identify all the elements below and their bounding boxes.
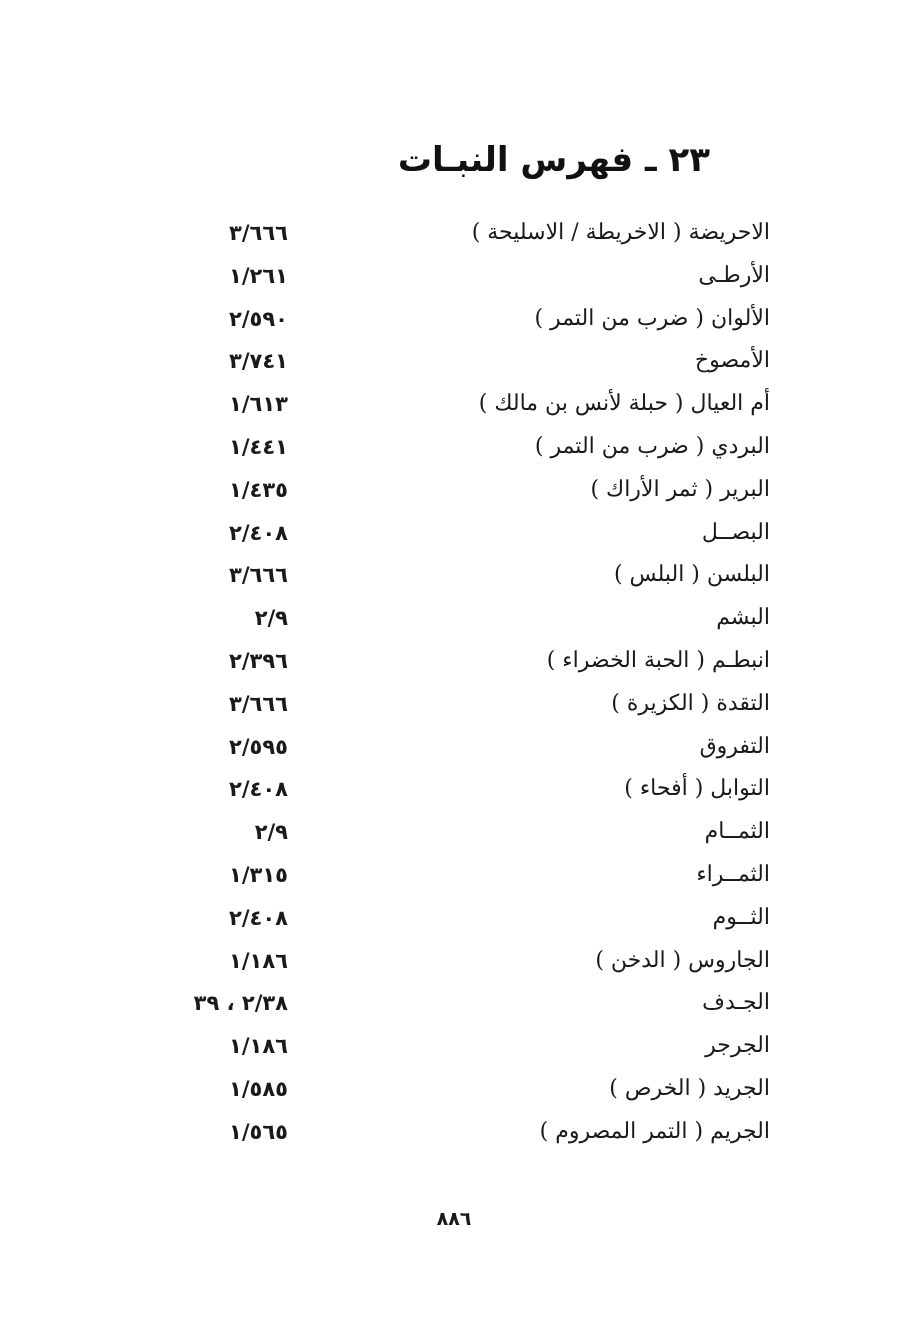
entry-ref: ٢/٥٩٠ [229, 306, 288, 331]
entry-term: التفروق [699, 733, 770, 759]
page-number: ٨٨٦ [436, 1208, 472, 1230]
entry-term: الجريم ( التمر المصروم ) [539, 1118, 770, 1144]
index-entry [120, 811, 770, 854]
entry-ref: ٣/٧٤١ [229, 349, 288, 374]
index-entry [120, 726, 770, 769]
entry-ref: ١/٤٤١ [229, 434, 288, 459]
entry-term: التوابل ( أفحاء ) [624, 776, 770, 802]
index-entry [120, 640, 770, 683]
plant-index-list [120, 212, 770, 1154]
entry-ref: ١/١٨٦ [229, 1034, 288, 1059]
index-entry [120, 982, 770, 1025]
entry-ref: ٣/٦٦٦ [229, 563, 288, 588]
entry-term: التقدة ( الكزيرة ) [611, 690, 770, 716]
index-entry [120, 255, 770, 298]
index-entry [120, 298, 770, 341]
entry-term: الثمــراء [696, 861, 770, 887]
index-entry [120, 1068, 770, 1111]
index-entry [120, 683, 770, 726]
entry-ref: ٢/٤٠٨ [229, 777, 288, 802]
index-entry [120, 426, 770, 469]
entry-term: الجريد ( الخرص ) [609, 1075, 770, 1101]
entry-ref: ٢/٣٨ ، ٣٩ [193, 991, 288, 1016]
entry-ref: ٢/٤٠٨ [229, 520, 288, 545]
entry-term: الألوان ( ضرب من التمر ) [534, 305, 770, 331]
index-entry [120, 897, 770, 940]
entry-term: البصــل [701, 519, 770, 545]
page-title: ٢٣ ـ فهرس النبـات [397, 140, 710, 180]
entry-ref: ١/٦١٣ [229, 392, 288, 417]
entry-term: البشم [716, 605, 770, 631]
entry-term: الأمصوخ [694, 348, 770, 374]
index-entry [120, 940, 770, 983]
entry-ref: ١/٤٣٥ [229, 477, 288, 502]
index-entry [120, 512, 770, 555]
entry-term: الاحريضة ( الاخريطة / الاسليحة ) [471, 220, 770, 245]
entry-term: البرير ( ثمر الأراك ) [590, 476, 770, 502]
entry-ref: ١/٣١٥ [229, 862, 288, 887]
entry-ref: ١/٥٨٥ [229, 1076, 288, 1101]
entry-ref: ٢/٩ [254, 606, 288, 631]
entry-term: انبطـم ( الحبة الخضراء ) [546, 647, 770, 673]
index-entry [120, 768, 770, 811]
index-entry [120, 1025, 770, 1068]
entry-ref: ٣/٦٦٦ [229, 691, 288, 716]
entry-ref: ٢/٣٩٦ [229, 648, 288, 673]
entry-ref: ١/١٨٦ [229, 948, 288, 973]
entry-term: البردي ( ضرب من التمر ) [534, 433, 770, 459]
index-entry [120, 212, 770, 255]
index-entry [120, 340, 770, 383]
entry-term: الثمــام [704, 819, 770, 845]
index-entry [120, 597, 770, 640]
index-entry [120, 854, 770, 897]
index-entry [120, 383, 770, 426]
entry-term: البلسن ( البلس ) [613, 562, 770, 588]
entry-ref: ٢/٥٩٥ [229, 734, 288, 759]
entry-term: الثــوم [712, 904, 770, 930]
entry-ref: ٢/٤٠٨ [229, 905, 288, 930]
entry-term: الجرجر [705, 1033, 770, 1059]
index-entry [120, 1111, 770, 1154]
entry-term: الأرطـى [698, 262, 770, 288]
index-entry [120, 469, 770, 512]
entry-ref: ٣/٦٦٦ [229, 221, 288, 245]
entry-ref: ١/٥٦٥ [229, 1119, 288, 1144]
entry-term: الجاروس ( الدخن ) [595, 947, 770, 973]
entry-ref: ٢/٩ [254, 820, 288, 845]
index-entry [120, 554, 770, 597]
entry-ref: ١/٢٦١ [229, 263, 288, 288]
entry-term: الجـدف [702, 990, 770, 1016]
entry-term: أم العيال ( حبلة لأنس بن مالك ) [478, 391, 770, 417]
